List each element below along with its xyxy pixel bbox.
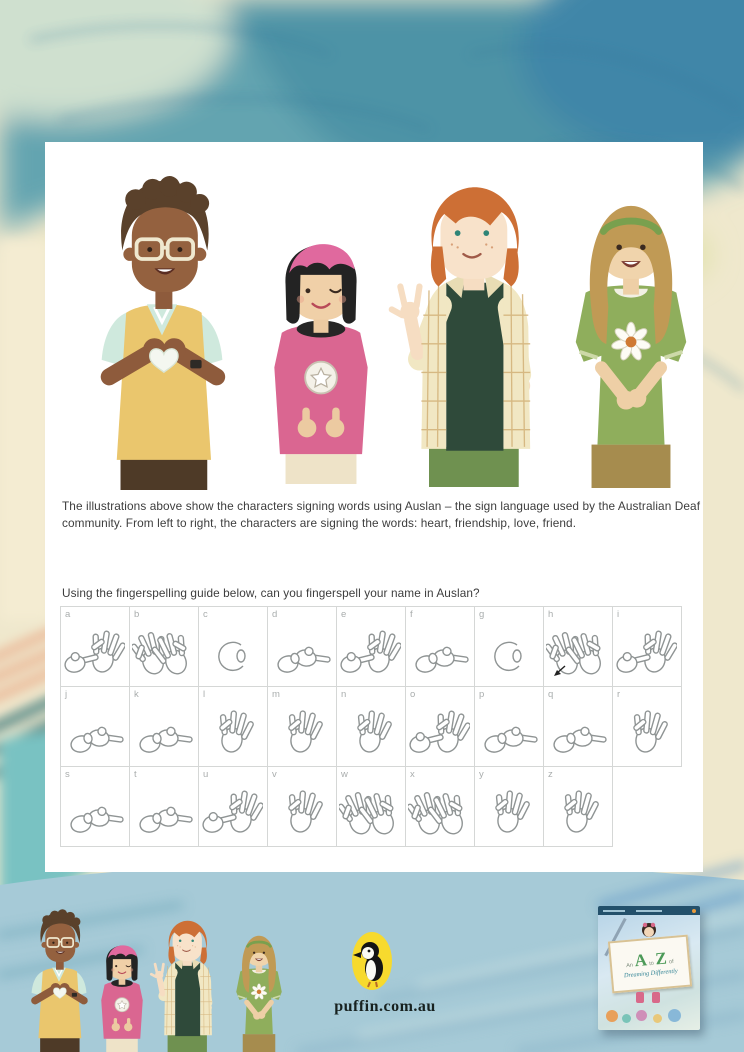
b-handshape-icon xyxy=(132,628,194,680)
p-handshape-icon xyxy=(477,708,539,760)
fingerspelling-cell-u xyxy=(198,766,268,847)
g-handshape-icon xyxy=(477,628,539,680)
fingerspelling-cell-t xyxy=(129,766,199,847)
character-boy-signing-heart xyxy=(64,160,260,490)
u-handshape-icon xyxy=(201,788,263,840)
fingerspelling-cell-x xyxy=(405,766,475,847)
s-handshape-icon xyxy=(63,788,125,840)
fingerspelling-letter: t xyxy=(134,769,137,780)
fingerspelling-letter: b xyxy=(134,609,140,620)
book-cover-decoration xyxy=(622,1014,631,1023)
fingerspelling-cell-r xyxy=(612,686,682,767)
fingerspelling-letter: s xyxy=(65,769,70,780)
x-handshape-icon xyxy=(408,788,470,840)
l-handshape-icon xyxy=(201,708,263,760)
v-handshape-icon xyxy=(270,788,332,840)
o-handshape-icon xyxy=(408,708,470,760)
fingerspelling-letter: c xyxy=(203,609,208,620)
fingerspelling-cell-k xyxy=(129,686,199,767)
fingerspelling-letter: j xyxy=(65,689,68,700)
book-cover-boot xyxy=(636,992,644,1003)
book-cover-decoration xyxy=(606,1010,618,1022)
fingerspelling-cell-s xyxy=(60,766,130,847)
fingerspelling-letter: g xyxy=(479,609,485,620)
fingerspelling-letter: y xyxy=(479,769,484,780)
fingerspelling-letter: d xyxy=(272,609,278,620)
footer-character-girl-green xyxy=(226,930,292,1052)
character-girl-signing-friend xyxy=(552,192,710,488)
fingerspelling-letter: f xyxy=(410,609,413,620)
fingerspelling-cell-v xyxy=(267,766,337,847)
fingerspelling-cell-q xyxy=(543,686,613,767)
w-handshape-icon xyxy=(339,788,401,840)
fingerspelling-letter: e xyxy=(341,609,347,620)
fingerspelling-cell-h xyxy=(543,606,613,687)
fingerspelling-letter: n xyxy=(341,689,347,700)
fingerspelling-cell-m xyxy=(267,686,337,767)
fingerspelling-cell-p xyxy=(474,686,544,767)
puffin-logo-icon xyxy=(350,930,394,992)
i-handshape-icon xyxy=(615,628,677,680)
fingerspelling-cell-e xyxy=(336,606,406,687)
fingerspelling-cell-o xyxy=(405,686,475,767)
fingerspelling-row xyxy=(60,686,682,767)
book-cover-girl xyxy=(641,922,657,938)
e-handshape-icon xyxy=(339,628,401,680)
caption-text: The illustrations above show the characters signing words using Auslan – the sign language used by the Australian Deaf community. From left to right, the characters are signing the words: heart, friendship, love, friend. xyxy=(62,498,701,530)
j-handshape-icon xyxy=(63,708,125,760)
fingerspelling-letter: m xyxy=(272,689,280,700)
fingerspelling-cell-f xyxy=(405,606,475,687)
fingerspelling-cell-a xyxy=(60,606,130,687)
fingerspelling-row xyxy=(60,766,682,847)
fingerspelling-cell-b xyxy=(129,606,199,687)
r-handshape-icon xyxy=(615,708,677,760)
fingerspelling-letter: u xyxy=(203,769,209,780)
fingerspelling-letter: p xyxy=(479,689,485,700)
fingerspelling-letter: r xyxy=(617,689,621,700)
book-cover-decoration xyxy=(668,1009,681,1022)
activity-card xyxy=(45,142,703,872)
book-cover-decoration xyxy=(636,1010,647,1021)
fingerspelling-cell-y xyxy=(474,766,544,847)
fingerspelling-letter: v xyxy=(272,769,277,780)
fingerspelling-letter: k xyxy=(134,689,139,700)
fingerspelling-grid xyxy=(60,606,682,847)
book-cover xyxy=(598,906,700,1030)
n-handshape-icon xyxy=(339,708,401,760)
fingerspelling-cell-l xyxy=(198,686,268,767)
fingerspelling-letter: o xyxy=(410,689,416,700)
book-cover-boot xyxy=(652,992,660,1003)
d-handshape-icon xyxy=(270,628,332,680)
fingerspelling-letter: i xyxy=(617,609,620,620)
y-handshape-icon xyxy=(477,788,539,840)
fingerspelling-cell-d xyxy=(267,606,337,687)
fingerspelling-row xyxy=(60,606,682,687)
fingerspelling-cell-i xyxy=(612,606,682,687)
m-handshape-icon xyxy=(270,708,332,760)
c-handshape-icon xyxy=(201,628,263,680)
book-subtitle: Dreaming Differently xyxy=(623,967,678,980)
book-title-board xyxy=(608,935,692,994)
fingerspelling-letter: l xyxy=(203,689,206,700)
book-cover-topbar xyxy=(598,906,700,915)
book-title-of: of xyxy=(668,958,674,966)
book-cover-decoration xyxy=(653,1014,662,1023)
fingerspelling-prompt: Using the fingerspelling guide below, can you fingerspell your name in Auslan? xyxy=(62,585,480,600)
t-handshape-icon xyxy=(132,788,194,840)
fingerspelling-letter: z xyxy=(548,769,553,780)
a-handshape-icon xyxy=(63,628,125,680)
fingerspelling-cell-n xyxy=(336,686,406,767)
fingerspelling-cell-c xyxy=(198,606,268,687)
f-handshape-icon xyxy=(408,628,470,680)
fingerspelling-cell-g xyxy=(474,606,544,687)
fingerspelling-letter: h xyxy=(548,609,554,620)
q-handshape-icon xyxy=(546,708,608,760)
fingerspelling-cell-z xyxy=(543,766,613,847)
fingerspelling-letter: w xyxy=(341,769,348,780)
website-url: puffin.com.au xyxy=(334,998,436,1015)
fingerspelling-cell-w xyxy=(336,766,406,847)
footer-character-child-ginger xyxy=(148,914,224,1052)
fingerspelling-letter: x xyxy=(410,769,415,780)
fingerspelling-letter: a xyxy=(65,609,71,620)
book-title-an: An xyxy=(626,962,634,970)
book-title-z: Z xyxy=(654,948,668,969)
book-title-a: A xyxy=(633,950,648,971)
book-title-to: to xyxy=(648,960,655,968)
h-handshape-icon xyxy=(546,628,608,680)
fingerspelling-letter: q xyxy=(548,689,554,700)
character-girl-signing-friendship xyxy=(246,232,396,484)
footer-character-girl-pink xyxy=(88,940,156,1052)
k-handshape-icon xyxy=(132,708,194,760)
character-child-signing-love xyxy=(385,172,557,487)
fingerspelling-cell-j xyxy=(60,686,130,767)
z-handshape-icon xyxy=(546,788,608,840)
